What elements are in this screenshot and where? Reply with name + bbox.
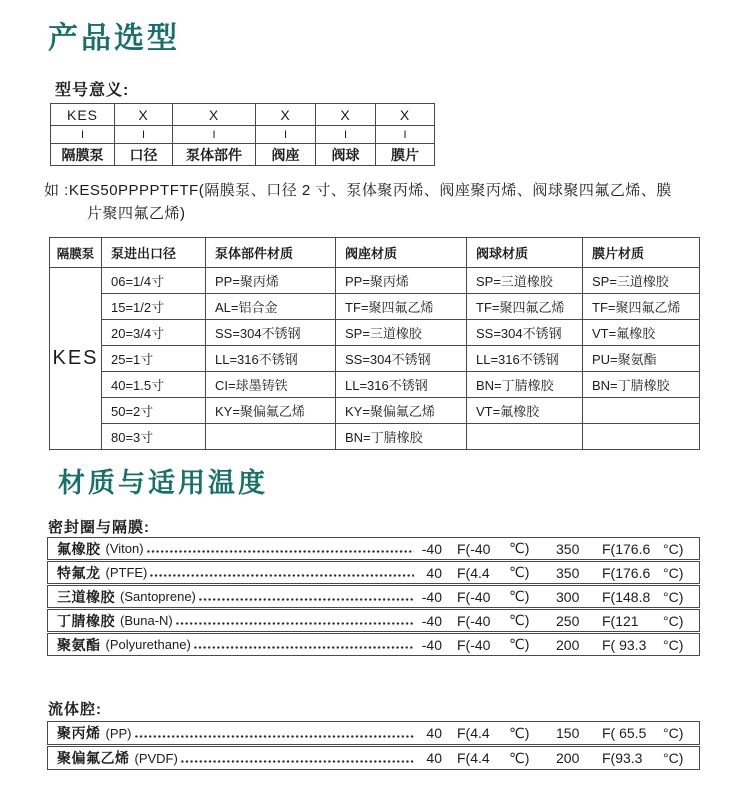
min-temp-unit: ℃) — [509, 749, 530, 766]
min-temp-unit: ℃) — [509, 612, 530, 628]
material-name-zh: 特氟龙 — [57, 564, 101, 581]
size-cell: 20=3/4寸 — [102, 320, 206, 346]
material-cell: SP=三道橡胶 — [467, 268, 583, 294]
model-bar-cell: I — [115, 126, 173, 144]
temp-row — [47, 721, 700, 745]
min-temp-c: F(-40 — [457, 612, 491, 629]
model-part-cell: 阀座 — [256, 144, 316, 166]
material-cell — [583, 398, 700, 424]
fluid-temp-table — [47, 721, 700, 770]
size-cell: 25=1寸 — [102, 346, 206, 372]
min-temp-unit: ℃) — [509, 564, 530, 580]
material-name-zh: 聚丙烯 — [57, 725, 101, 741]
material-cell: KY=聚偏氟乙烯 — [336, 398, 467, 424]
max-temp-unit: °C) — [663, 636, 684, 653]
model-part-cell: 隔膜泵 — [51, 144, 115, 166]
model-part-cell: 阀球 — [316, 144, 376, 166]
material-cell: PP=聚丙烯 — [336, 268, 467, 294]
max-temp-c: F(176.6 — [602, 564, 651, 581]
min-temp-f: 40 — [426, 725, 442, 741]
max-temp-unit: °C) — [663, 588, 684, 605]
material-name-en: (Buna-N) — [120, 613, 173, 628]
model-code-cell: X — [173, 104, 256, 126]
model-code-row — [51, 104, 435, 126]
material-name-en: (PTFE) — [105, 565, 148, 580]
material-cell: LL=316不锈钢 — [206, 346, 336, 372]
min-temp-c: F(4.4 — [457, 564, 490, 581]
max-temp-f: 350 — [556, 540, 580, 557]
min-temp-unit: ℃) — [509, 636, 530, 652]
material-cell: TF=聚四氟乙烯 — [583, 294, 700, 320]
dot-leader — [135, 735, 415, 738]
material-cell: TF=聚四氟乙烯 — [467, 294, 583, 320]
dot-leader — [176, 622, 414, 625]
section-title-materials: 材质与适用温度 — [58, 468, 268, 498]
temp-row — [47, 561, 700, 584]
max-temp-c: F( 65.5 — [602, 725, 647, 741]
min-temp-unit: ℃) — [509, 540, 530, 556]
min-temp-f: -40 — [421, 540, 442, 557]
material-cell: VT=氟橡胶 — [583, 320, 700, 346]
table-row — [50, 346, 700, 372]
min-temp-f: -40 — [421, 588, 442, 605]
material-name-en: (PP) — [105, 725, 132, 741]
model-bar-cell: I — [173, 126, 256, 144]
material-cell — [467, 424, 583, 450]
material-name-zh: 氟橡胶 — [57, 540, 101, 557]
size-cell: 06=1/4寸 — [102, 268, 206, 294]
max-temp-f: 250 — [556, 612, 580, 629]
material-cell: SS=304不锈钢 — [336, 346, 467, 372]
seal-section-label: 密封圈与隔膜: — [48, 519, 150, 536]
model-code-cell: X — [376, 104, 435, 126]
model-bar-row — [51, 126, 435, 144]
material-cell: AL=铝合金 — [206, 294, 336, 320]
material-name-en: (Polyurethane) — [105, 637, 191, 652]
temp-row — [47, 609, 700, 632]
example-note — [44, 179, 704, 225]
size-cell: 40=1.5寸 — [102, 372, 206, 398]
table-row — [50, 294, 700, 320]
material-cell: PP=聚丙烯 — [206, 268, 336, 294]
min-temp-f: -40 — [421, 612, 442, 629]
material-name-en: (PVDF) — [134, 750, 178, 766]
material-name-en: (Viton) — [105, 541, 144, 556]
max-temp-c: F(121 — [602, 612, 639, 629]
example-note-line1: 如 :KES50PPPPTFTF(隔膜泵、口径 2 寸、泵体聚丙烯、阀座聚丙烯、阀球聚四氟乙烯、膜 — [44, 182, 672, 199]
material-cell: KY=聚偏氟乙烯 — [206, 398, 336, 424]
model-part-cell: 泵体部件 — [173, 144, 256, 166]
selection-header-cell: 泵进出口径 — [102, 238, 206, 268]
fluid-section-label: 流体腔: — [48, 701, 102, 718]
material-cell: SP=三道橡胶 — [583, 268, 700, 294]
table-row — [50, 398, 700, 424]
dot-leader — [147, 550, 414, 553]
material-cell — [583, 424, 700, 450]
max-temp-unit: °C) — [663, 750, 684, 766]
table-row — [50, 268, 700, 294]
selection-header-row — [50, 238, 700, 268]
dot-leader — [194, 646, 414, 649]
min-temp-unit: ℃) — [509, 724, 530, 741]
example-note-line2: 片聚四氟乙烯) — [87, 205, 186, 222]
model-code-cell: KES — [51, 104, 115, 126]
selection-header-cell: 阀球材质 — [467, 238, 583, 268]
material-cell: BN=丁腈橡胶 — [467, 372, 583, 398]
size-cell: 15=1/2寸 — [102, 294, 206, 320]
model-part-row — [51, 144, 435, 166]
temp-row — [47, 633, 700, 656]
material-name-zh: 聚偏氟乙烯 — [57, 750, 130, 766]
min-temp-c: F(-40 — [457, 636, 491, 653]
material-name-zh: 丁腈橡胶 — [57, 612, 115, 629]
dot-leader — [150, 574, 414, 577]
max-temp-f: 200 — [556, 636, 580, 653]
model-bar-cell: I — [316, 126, 376, 144]
min-temp-f: -40 — [421, 636, 442, 653]
page-title: 产品选型 — [48, 22, 180, 55]
model-bar-cell: I — [51, 126, 115, 144]
dot-leader — [199, 598, 414, 601]
max-temp-f: 150 — [556, 725, 580, 741]
material-cell: CI=球墨铸铁 — [206, 372, 336, 398]
model-meaning-label: 型号意义: — [55, 82, 130, 99]
material-cell: SS=304不锈钢 — [467, 320, 583, 346]
max-temp-unit: °C) — [663, 564, 684, 581]
temp-row — [47, 537, 700, 560]
selection-header-cell: 阀座材质 — [336, 238, 467, 268]
model-bar-cell: I — [256, 126, 316, 144]
max-temp-c: F(148.8 — [602, 588, 651, 605]
min-temp-f: 40 — [426, 750, 442, 766]
max-temp-c: F( 93.3 — [602, 636, 647, 653]
seal-temp-table — [47, 537, 700, 656]
model-code-cell: X — [316, 104, 376, 126]
max-temp-c: F(93.3 — [602, 750, 643, 766]
selection-header-cell: 膜片材质 — [583, 238, 700, 268]
min-temp-f: 40 — [426, 564, 442, 581]
min-temp-c: F(4.4 — [457, 725, 490, 741]
model-code-cell: X — [256, 104, 316, 126]
material-cell: SS=304不锈钢 — [206, 320, 336, 346]
max-temp-unit: °C) — [663, 612, 684, 629]
min-temp-c: F(-40 — [457, 540, 491, 557]
max-temp-unit: °C) — [663, 725, 684, 741]
selection-table — [49, 237, 700, 450]
pump-series-cell: KES — [50, 268, 102, 450]
dot-leader — [181, 760, 414, 763]
max-temp-c: F(176.6 — [602, 540, 651, 557]
material-cell: VT=氟橡胶 — [467, 398, 583, 424]
max-temp-f: 300 — [556, 588, 580, 605]
material-cell: BN=丁腈橡胶 — [583, 372, 700, 398]
material-cell: SP=三道橡胶 — [336, 320, 467, 346]
material-cell — [206, 424, 336, 450]
material-cell: LL=316不锈钢 — [467, 346, 583, 372]
model-part-cell: 口径 — [115, 144, 173, 166]
size-cell: 50=2寸 — [102, 398, 206, 424]
model-bar-cell: I — [376, 126, 435, 144]
material-name-zh: 三道橡胶 — [57, 588, 115, 605]
max-temp-f: 200 — [556, 750, 580, 766]
table-row — [50, 424, 700, 450]
temp-row — [47, 746, 700, 770]
size-cell: 80=3寸 — [102, 424, 206, 450]
material-name-en: (Santoprene) — [120, 589, 196, 604]
material-cell: LL=316不锈钢 — [336, 372, 467, 398]
material-cell: TF=聚四氟乙烯 — [336, 294, 467, 320]
model-part-cell: 膜片 — [376, 144, 435, 166]
selection-header-cell: 泵体部件材质 — [206, 238, 336, 268]
material-name-zh: 聚氨酯 — [57, 636, 101, 653]
table-row — [50, 320, 700, 346]
temp-row — [47, 585, 700, 608]
model-code-table — [50, 103, 435, 166]
min-temp-c: F(4.4 — [457, 750, 490, 766]
min-temp-unit: ℃) — [509, 588, 530, 604]
max-temp-f: 350 — [556, 564, 580, 581]
model-code-cell: X — [115, 104, 173, 126]
table-row — [50, 372, 700, 398]
material-cell: PU=聚氨酯 — [583, 346, 700, 372]
max-temp-unit: °C) — [663, 540, 684, 557]
min-temp-c: F(-40 — [457, 588, 491, 605]
material-cell: BN=丁腈橡胶 — [336, 424, 467, 450]
selection-header-cell: 隔膜泵 — [50, 238, 102, 268]
